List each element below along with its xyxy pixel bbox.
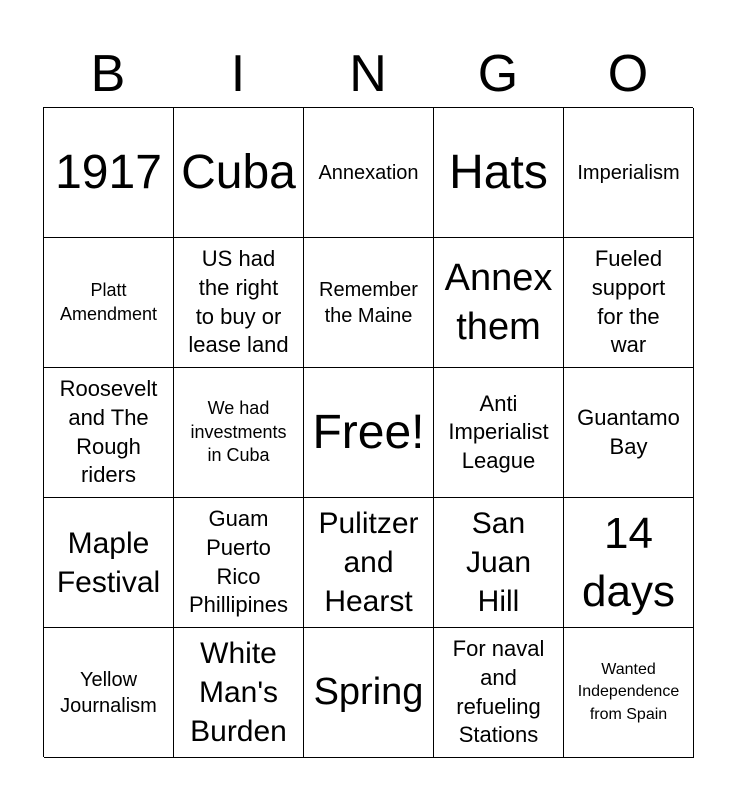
bingo-cell[interactable] <box>434 498 564 628</box>
bingo-cell[interactable] <box>174 238 304 368</box>
cell-text: Roosevelt and The Rough riders <box>59 376 158 488</box>
cell-text: Imperialism <box>577 161 680 184</box>
bingo-cell[interactable] <box>174 368 304 498</box>
cell-text: San Juan Hill <box>465 507 532 618</box>
cell-text: 14 days <box>582 509 675 616</box>
cell-text: Anti Imperialist League <box>448 390 549 473</box>
free-space-cell[interactable] <box>304 368 434 498</box>
bingo-cell[interactable] <box>564 238 694 368</box>
cell-text: For naval and refueling Stations <box>452 636 545 748</box>
bingo-cell[interactable] <box>564 108 694 238</box>
cell-text: Guam Puerto Rico Phillipines <box>188 506 289 618</box>
bingo-cell[interactable] <box>44 108 174 238</box>
header-letter-i: I <box>230 45 246 103</box>
cell-text: Fueled support for the war <box>591 246 666 358</box>
bingo-cell[interactable] <box>304 498 434 628</box>
cell-text: Annexation <box>318 161 419 184</box>
bingo-cell[interactable] <box>434 368 564 498</box>
cell-text: Wanted Independence from Spain <box>577 660 680 723</box>
bingo-cell[interactable] <box>564 498 694 628</box>
bingo-cell[interactable] <box>174 108 304 238</box>
header-letter-o: O <box>607 45 649 103</box>
bingo-cell[interactable] <box>174 628 304 758</box>
header-letter-n: N <box>349 45 387 103</box>
bingo-cell[interactable] <box>304 108 434 238</box>
cell-text: Pulitzer and Hearst <box>318 507 419 618</box>
bingo-cell[interactable] <box>434 238 564 368</box>
bingo-cell[interactable] <box>564 628 694 758</box>
cell-text: Maple Festival <box>56 526 161 599</box>
cell-text: Annex them <box>444 256 553 348</box>
cell-text: We had investments in Cuba <box>190 398 287 466</box>
cell-text: Hats <box>449 145 548 199</box>
cell-text: 1917 <box>55 145 162 199</box>
bingo-cell[interactable] <box>434 108 564 238</box>
header-letter-g: G <box>477 45 519 103</box>
bingo-cell[interactable] <box>44 628 174 758</box>
cell-text: Platt Amendment <box>59 280 158 324</box>
header-letter-b: B <box>90 45 126 103</box>
cell-text: US had the right to buy or lease land <box>188 246 289 358</box>
bingo-cell[interactable] <box>304 238 434 368</box>
cell-text: Yellow Journalism <box>60 668 157 717</box>
bingo-cell[interactable] <box>44 498 174 628</box>
cell-text: Cuba <box>181 145 296 199</box>
cell-text: White Man's Burden <box>190 637 287 748</box>
bingo-cell[interactable] <box>44 368 174 498</box>
bingo-cell[interactable] <box>434 628 564 758</box>
bingo-header <box>43 40 693 108</box>
cell-text: Guantamo Bay <box>577 404 680 459</box>
bingo-cell[interactable] <box>304 628 434 758</box>
bingo-cell[interactable] <box>564 368 694 498</box>
bingo-cell[interactable] <box>174 498 304 628</box>
cell-text: Remember the Maine <box>319 278 418 327</box>
free-space-text: Free! <box>312 405 425 459</box>
bingo-grid <box>43 107 693 757</box>
bingo-cell[interactable] <box>44 238 174 368</box>
cell-text: Spring <box>313 670 424 713</box>
